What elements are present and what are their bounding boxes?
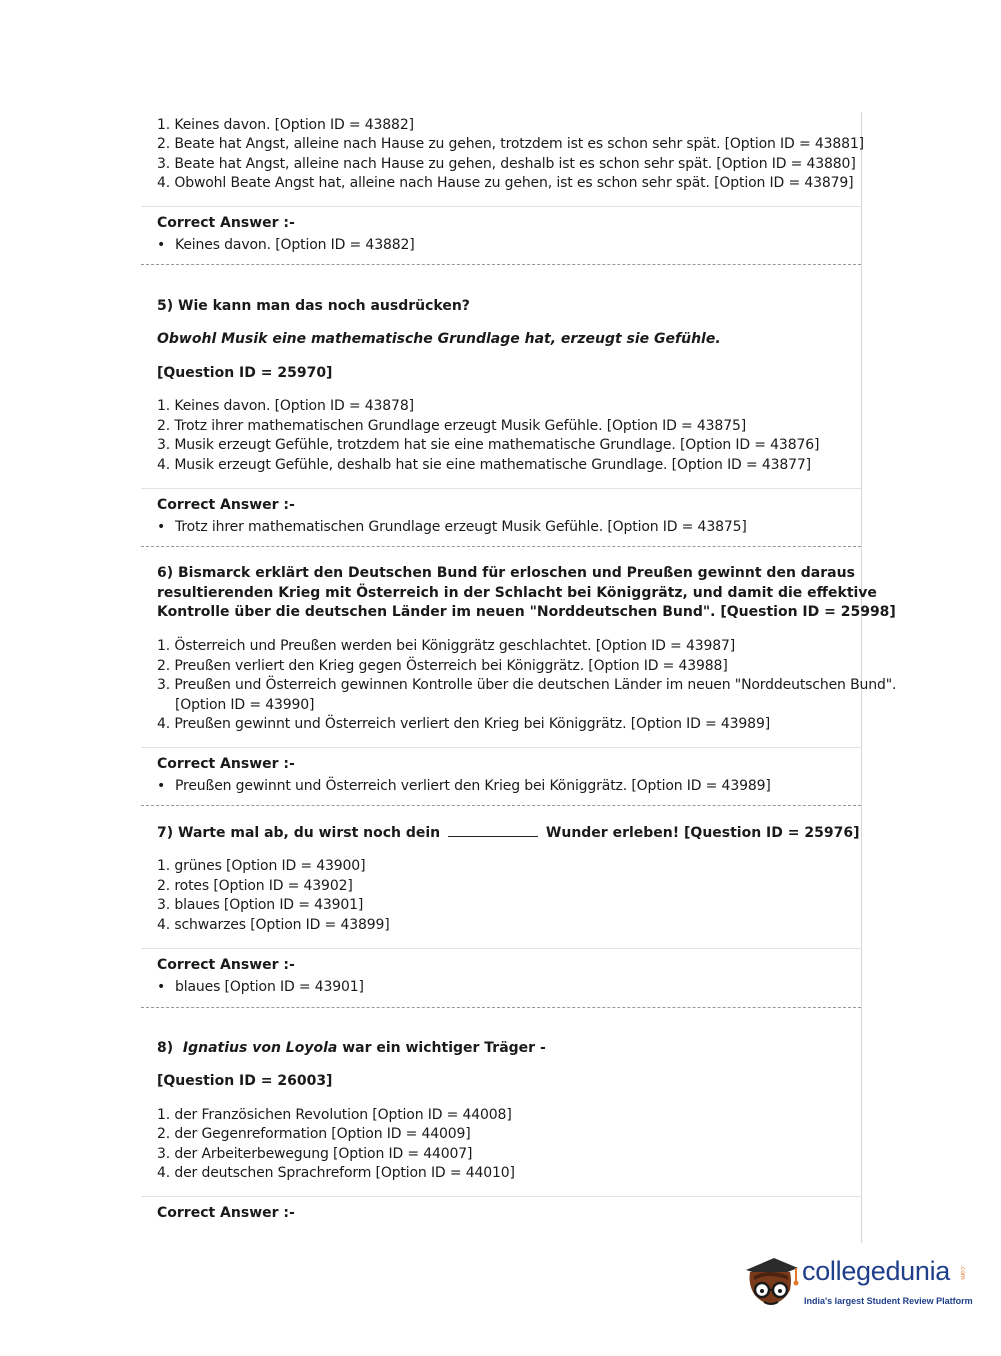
q6-option-2: 2. Preußen verliert den Krieg gegen Österreich bei Königgrätz. [Option ID = 43988] [157,658,728,674]
collegedunia-logo [740,1246,973,1326]
q6-answer-text: Preußen gewinnt und Österreich verliert den Krieg bei Königgrätz. [Option ID = 43989] [175,778,771,794]
q7-title-end: Wunder erleben! [Question ID = 25976] [545,825,860,841]
q8-option-4: 4. der deutschen Sprachreform [Option ID = 44010] [157,1165,515,1181]
q5-question-id: [Question ID = 25970] [157,365,333,381]
q5-answer: • Trotz ihrer mathematischen Grundlage erzeugt Musik Gefühle. [Option ID = 43875] [157,519,747,535]
question-divider [141,546,861,547]
q8-name: Ignatius von Loyola [182,1040,338,1056]
q7-option-1: 1. grünes [Option ID = 43900] [157,858,366,874]
question-divider [141,805,861,806]
q5-answer-label: Correct Answer :- [157,497,295,513]
q6-option-3: 3. Preußen und Österreich gewinnen Kontrolle über die deutschen Länder im neuen "Norddeutschen Bund". [157,677,897,693]
q8-option-2: 2. der Gegenreformation [Option ID = 44009] [157,1126,471,1142]
q6-answer-label: Correct Answer :- [157,756,295,772]
q4-answer: • Keines davon. [Option ID = 43882] [157,237,415,253]
q6-answer: • Preußen gewinnt und Österreich verliert den Krieg bei Königgrätz. [Option ID = 43989] [157,778,771,794]
q4-answer-label: Correct Answer :- [157,215,295,231]
q7-blank [448,824,538,837]
question-divider [141,264,861,265]
q8-title [157,1038,546,1058]
q7-answer-label: Correct Answer :- [157,957,295,973]
q4-option-4: 4. Obwohl Beate Angst hat, alleine nach Hause zu gehen, ist es schon sehr spät. [Option ID = 43879] [157,175,854,191]
q7-title [157,823,859,843]
q6-option-3-cont: [Option ID = 43990] [175,697,315,713]
q5-option-4: 4. Musik erzeugt Gefühle, deshalb hat sie eine mathematische Grundlage. [Option ID = 43877] [157,457,811,473]
divider [141,747,861,748]
logo-wordmark: collegedunia [802,1256,951,1286]
q8-title-rest: war ein wichtiger Träger - [342,1040,546,1056]
divider [141,1196,861,1197]
q5-answer-text: Trotz ihrer mathematischen Grundlage erzeugt Musik Gefühle. [Option ID = 43875] [175,519,747,535]
q8-question-id: [Question ID = 26003] [157,1073,333,1089]
q6-option-4: 4. Preußen gewinnt und Österreich verliert den Krieg bei Königgrätz. [Option ID = 43989] [157,716,771,732]
q5-option-1: 1. Keines davon. [Option ID = 43878] [157,398,414,414]
q8-number: 8) [157,1040,174,1056]
logo-tagline: India's largest Student Review Platform [804,1296,973,1306]
q4-option-2: 2. Beate hat Angst, alleine nach Hause zu gehen, trotzdem ist es schon sehr spät. [Option ID = 43881] [157,136,864,152]
q7-option-4: 4. schwarzes [Option ID = 43899] [157,917,390,933]
divider [141,206,861,207]
document-page [141,112,897,1243]
q6-title-line-1: 6) Bismarck erklärt den Deutschen Bund für erloschen und Preußen gewinnt den daraus [157,565,855,581]
divider [141,488,861,489]
q4-option-3: 3. Beate hat Angst, alleine nach Hause zu gehen, deshalb ist es schon sehr spät. [Option ID = 43880] [157,156,856,172]
q8-option-1: 1. der Französichen Revolution [Option ID = 44008] [157,1107,512,1123]
q8-option-3: 3. der Arbeiterbewegung [Option ID = 44007] [157,1146,473,1162]
q7-answer: • blaues [Option ID = 43901] [157,979,364,995]
q7-title-start: 7) Warte mal ab, du wirst noch dein [157,825,441,841]
q5-option-2: 2. Trotz ihrer mathematischen Grundlage erzeugt Musik Gefühle. [Option ID = 43875] [157,418,747,434]
q6-title-line-3: Kontrolle über die deutschen Länder im neuen "Norddeutschen Bund". [Question ID = 25998] [157,604,896,620]
q5-title: 5) Wie kann man das noch ausdrücken? [157,298,470,314]
q8-answer-label: Correct Answer :- [157,1205,295,1221]
q4-option-1: 1. Keines davon. [Option ID = 43882] [157,117,414,133]
q6-option-1: 1. Österreich und Preußen werden bei Königgrätz geschlachtet. [Option ID = 43987] [157,638,736,654]
mascot-icon [740,1250,802,1312]
q7-option-2: 2. rotes [Option ID = 43902] [157,878,353,894]
question-divider [141,1007,861,1008]
logo-com: .com [959,1265,966,1280]
q7-option-3: 3. blaues [Option ID = 43901] [157,897,364,913]
divider [141,948,861,949]
q6-title-line-2: resultierenden Krieg mit Österreich in der Schlacht bei Königgrätz, und damit die effektive [157,585,877,601]
q4-answer-text: Keines davon. [Option ID = 43882] [175,237,415,253]
q5-option-3: 3. Musik erzeugt Gefühle, trotzdem hat sie eine mathematische Grundlage. [Option ID = 43876] [157,437,820,453]
q5-sentence: Obwohl Musik eine mathematische Grundlage hat, erzeugt sie Gefühle. [157,331,721,347]
q7-answer-text: blaues [Option ID = 43901] [175,979,364,995]
